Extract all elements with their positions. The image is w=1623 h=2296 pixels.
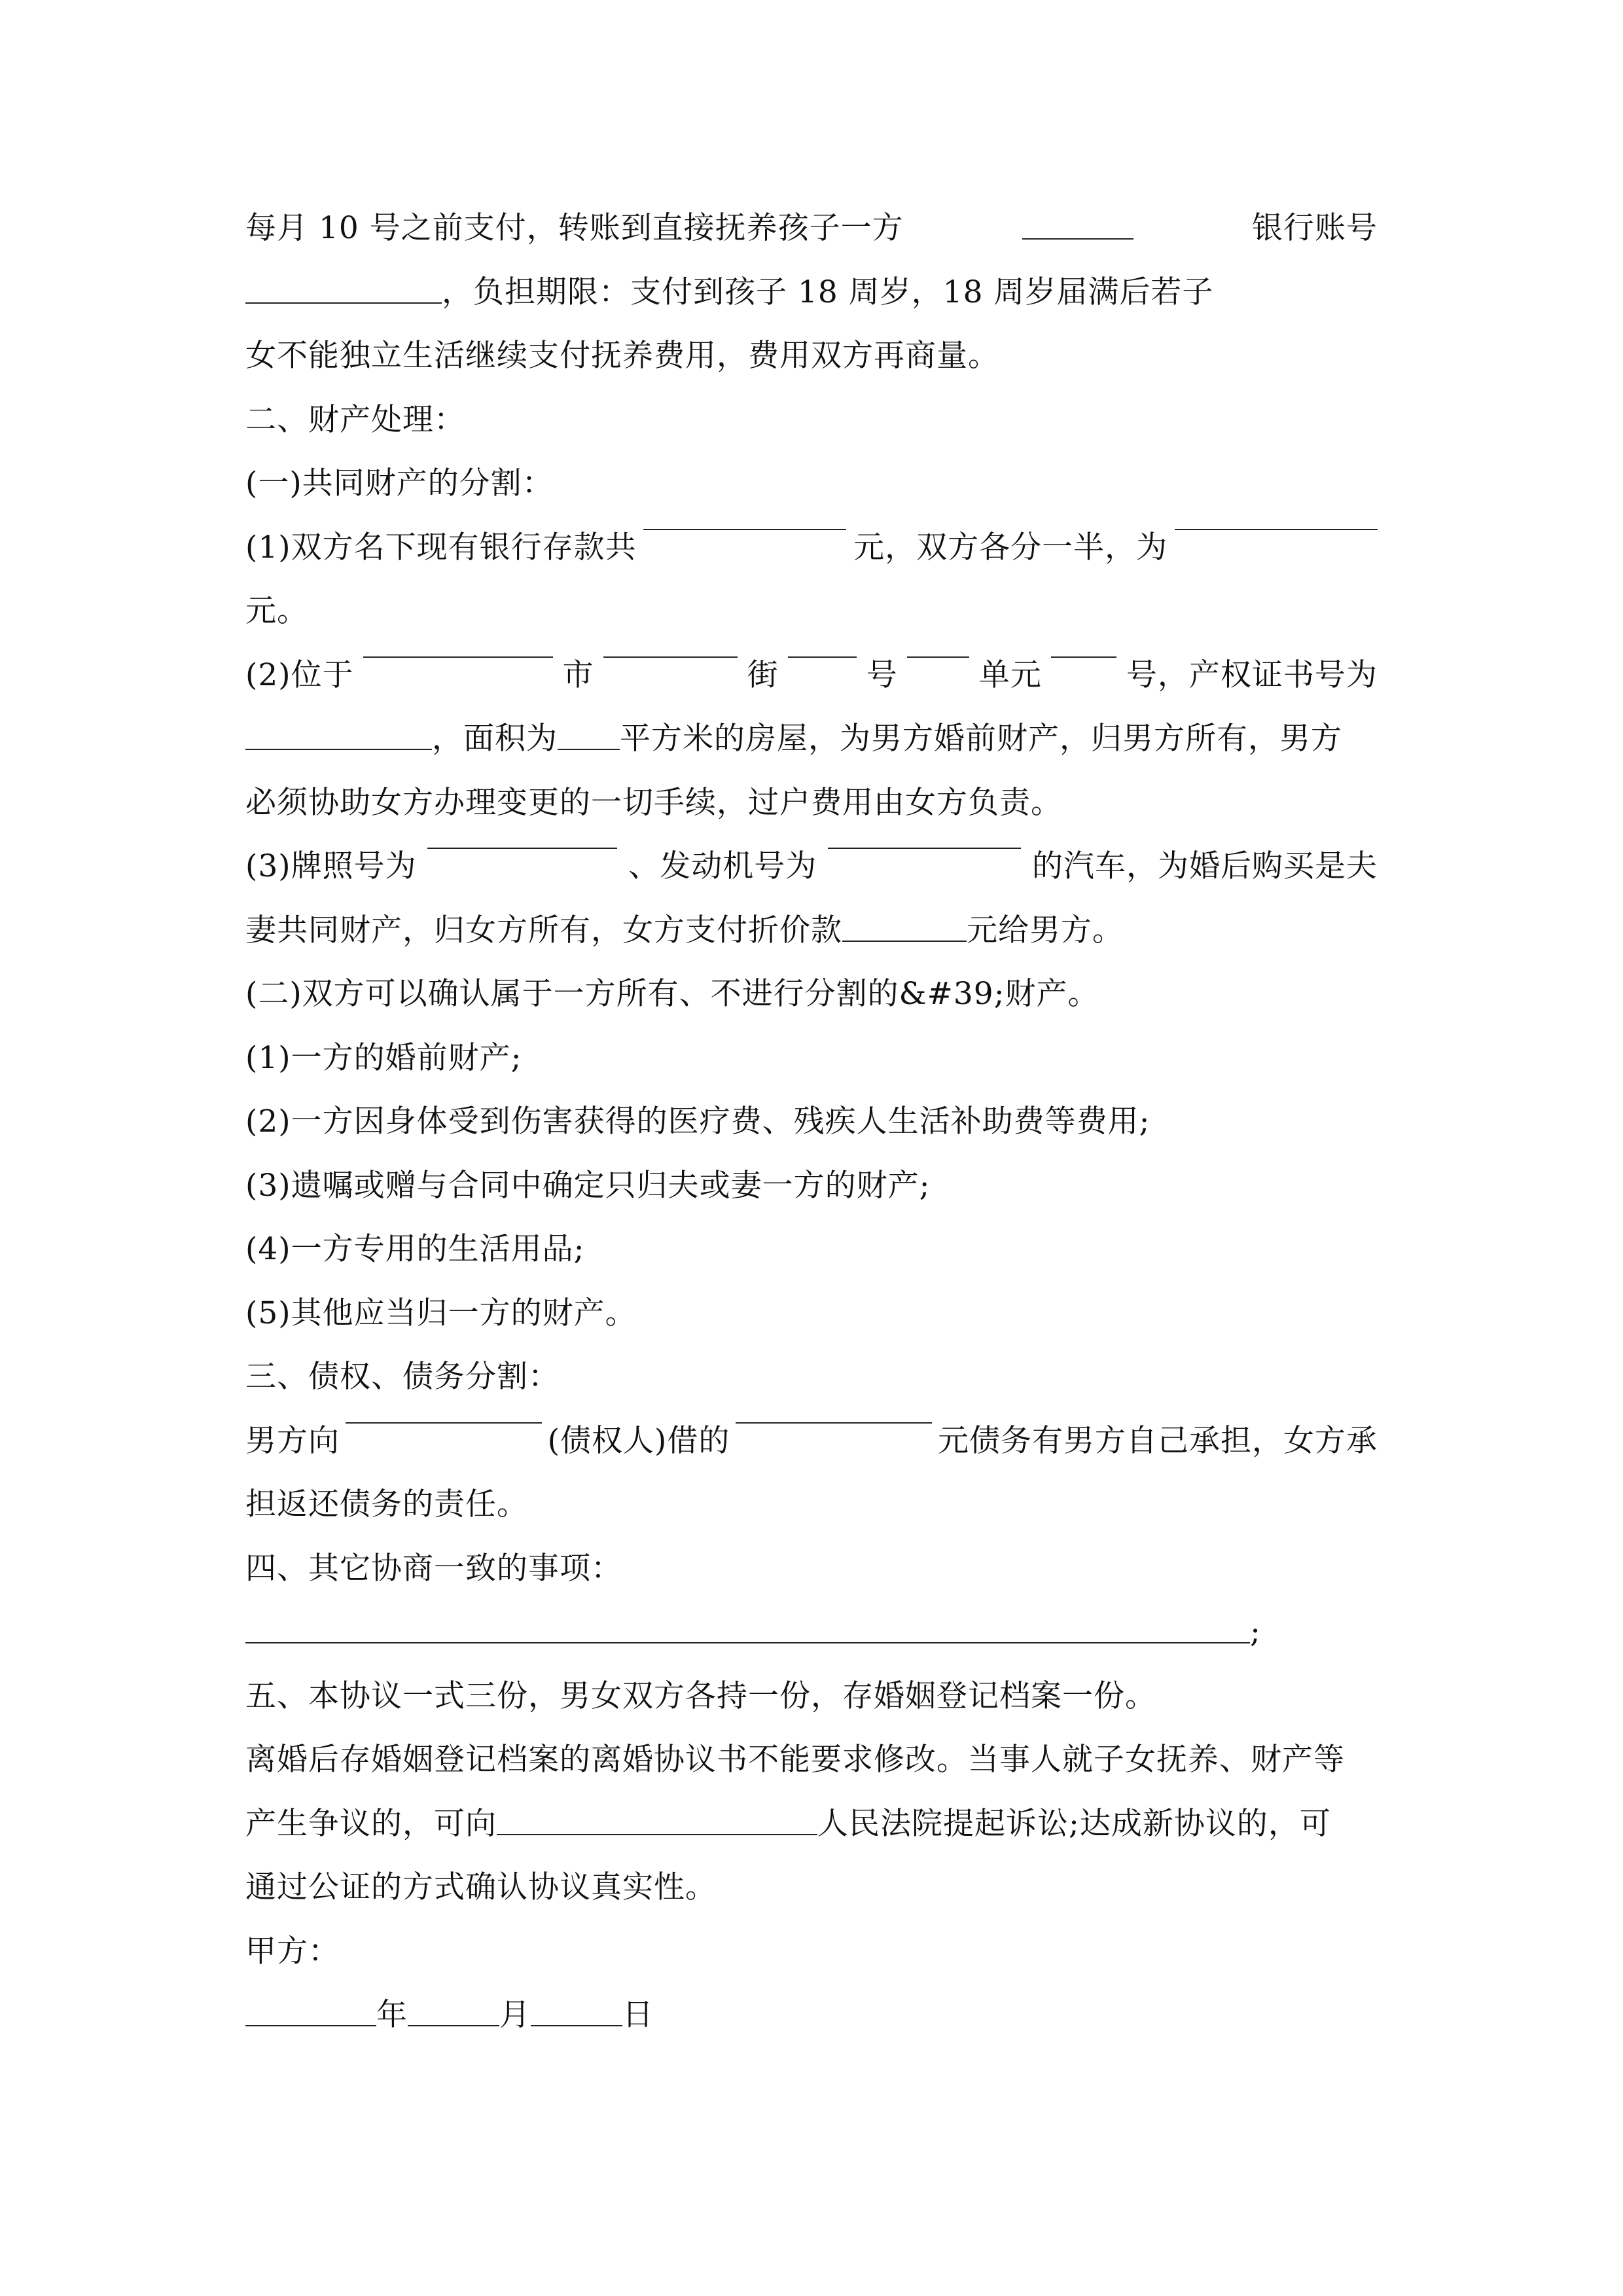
text: 的汽车，为婚后购买是夫	[1031, 848, 1378, 884]
subheading-separate-property	[245, 962, 1378, 1026]
text: 银行账号	[1252, 210, 1378, 246]
text: (1)双方名下现有银行存款共	[245, 529, 637, 565]
text: 男方向	[245, 1422, 340, 1459]
text: (3)遗嘱或赠与合同中确定只归夫或妻一方的财产;	[245, 1167, 931, 1204]
blank-line	[363, 643, 553, 658]
blank-line	[427, 834, 617, 849]
blank-line	[1051, 643, 1116, 658]
line-bank-account	[245, 260, 1378, 325]
blank-line	[907, 643, 969, 658]
date-line	[245, 1983, 1378, 2047]
text: 元，双方各分一半，为	[853, 529, 1168, 565]
blank-line	[603, 643, 738, 658]
text: ;	[1250, 1614, 1261, 1650]
text: 妻共同财产，归女方所有，女方支付折价款	[245, 912, 842, 948]
line-car-plate	[245, 834, 1378, 899]
text: (5)其他应当归一方的财产。	[245, 1295, 637, 1331]
text: 五、本协议一式三份，男女双方各持一份，存婚姻登记档案一份。	[245, 1677, 1156, 1714]
text: 必须协助女方办理变更的一切手续，过户费用由女方负责。	[245, 784, 1062, 821]
blank-line	[828, 834, 1021, 849]
text: (债权人)借的	[547, 1422, 730, 1459]
item-medical-fees	[245, 1090, 1378, 1154]
text: 街	[747, 656, 779, 693]
text: 担返还债务的责任。	[245, 1486, 528, 1522]
blank-line	[531, 2012, 622, 2026]
text: 女不能独立生活继续支付抚养费用，费用双方再商量。	[245, 338, 999, 374]
text: (3)牌照号为	[245, 848, 417, 884]
text: 离婚后存婚姻登记档案的离婚协议书不能要求修改。当事人就子女抚养、财产等	[245, 1742, 1345, 1778]
line-transfer-procedures	[245, 771, 1378, 835]
blank-line	[736, 1409, 932, 1424]
text: 日	[622, 1997, 654, 2033]
blank-line	[1022, 225, 1133, 240]
text: 人民法院提起诉讼;达成新协议的，可	[817, 1805, 1331, 1842]
blank-line	[245, 2012, 376, 2026]
blank-line	[245, 1629, 1250, 1643]
text: 每月 10 号之前支付，转账到直接抚养孩子一方	[245, 210, 904, 246]
text: 元。	[245, 593, 308, 629]
item-premarital-property	[245, 1026, 1378, 1090]
text: 年	[376, 1997, 408, 2033]
subheading-joint-property	[245, 452, 1378, 516]
blank-line	[842, 927, 967, 942]
party-a-label	[245, 1920, 1378, 1984]
text: 甲方：	[245, 1933, 340, 1969]
line-yuan	[245, 579, 1378, 643]
heading-copies	[245, 1664, 1378, 1729]
line-court	[245, 1792, 1378, 1856]
text: ，面积为	[432, 721, 558, 757]
text: 号	[866, 656, 898, 693]
text: (2)一方因身体受到伤害获得的医疗费、残疾人生活补助费等费用;	[245, 1103, 1150, 1139]
text: 元债务有男方自己承担，女方承	[938, 1422, 1378, 1459]
text: 产生争议的，可向	[245, 1805, 497, 1842]
blank-line	[408, 2012, 499, 2026]
text: (1)一方的婚前财产;	[245, 1039, 522, 1076]
line-support-continuation	[245, 324, 1378, 388]
line-house-area	[245, 707, 1378, 771]
line-debt	[245, 1409, 1378, 1473]
text: (二)双方可以确认属于一方所有、不进行分割的&#39;财产。	[245, 976, 1099, 1012]
document-page	[245, 196, 1378, 2047]
blank-line	[245, 736, 432, 750]
blank-line	[346, 1409, 542, 1424]
line-child-support-payment	[245, 196, 1378, 260]
line-car-compensation	[245, 899, 1378, 963]
text: 月	[499, 1997, 531, 2033]
text: 通过公证的方式确认协议真实性。	[245, 1869, 717, 1905]
text: 四、其它协商一致的事项：	[245, 1550, 622, 1587]
text: 二、财产处理：	[245, 401, 465, 438]
heading-other-matters	[245, 1537, 1378, 1601]
blank-line	[497, 1821, 817, 1835]
text: 三、债权、债务分割：	[245, 1359, 560, 1395]
text: (一)共同财产的分割：	[245, 465, 554, 501]
text: (2)位于	[245, 656, 354, 693]
heading-property-handling	[245, 388, 1378, 452]
heading-debt-division	[245, 1345, 1378, 1409]
blank-line	[245, 289, 442, 304]
blank-line	[643, 516, 846, 530]
line-no-modification	[245, 1728, 1378, 1792]
line-bank-deposit	[245, 516, 1378, 580]
text: ，负担期限：支付到孩子 18 周岁，18 周岁届满后若子	[442, 274, 1214, 310]
text: 号，产权证书号为	[1126, 656, 1378, 693]
item-personal-items	[245, 1217, 1378, 1282]
line-other-matters-blank	[245, 1600, 1378, 1664]
text: (4)一方专用的生活用品;	[245, 1231, 585, 1267]
text: 单元	[978, 656, 1042, 693]
line-house-location	[245, 643, 1378, 708]
line-debt-responsibility	[245, 1473, 1378, 1537]
blank-line	[788, 643, 857, 658]
line-notarization	[245, 1856, 1378, 1920]
text: 市	[562, 656, 594, 693]
text: 元给男方。	[967, 912, 1124, 948]
item-other-property	[245, 1282, 1378, 1346]
text: 、发动机号为	[628, 848, 817, 884]
text: 平方米的房屋，为男方婚前财产，归男方所有，男方	[620, 721, 1342, 757]
blank-line	[1175, 516, 1378, 530]
item-inheritance	[245, 1154, 1378, 1218]
blank-line	[558, 736, 620, 750]
